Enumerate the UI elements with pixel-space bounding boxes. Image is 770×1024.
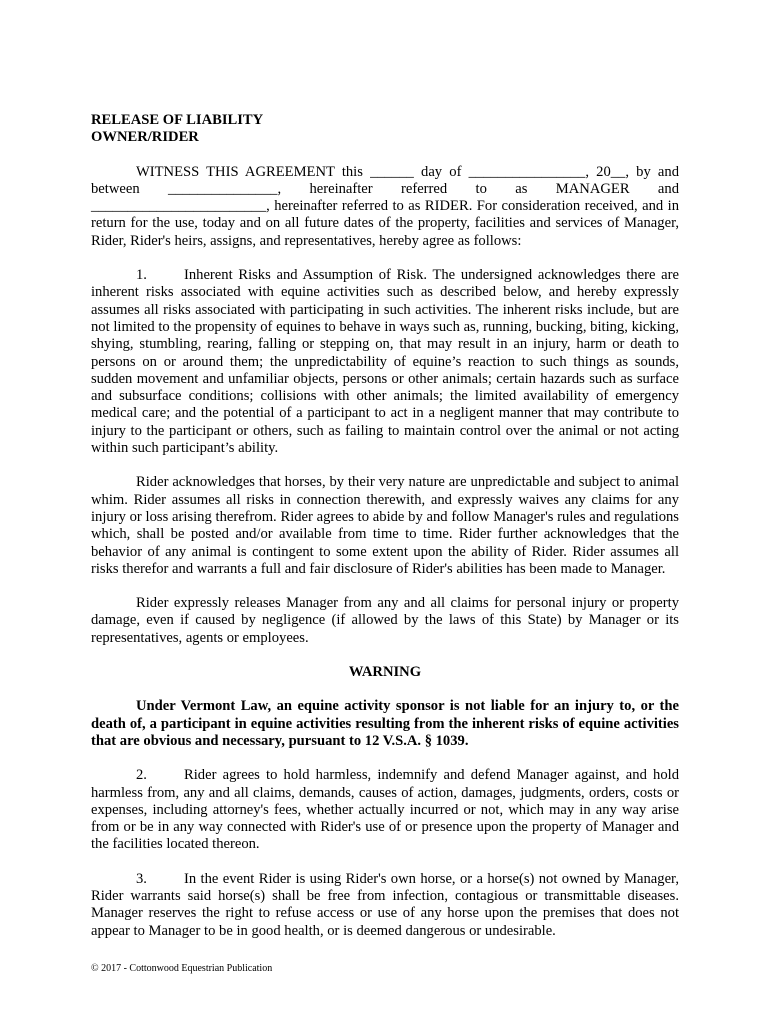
title-line-1: RELEASE OF LIABILITY <box>91 112 264 128</box>
title-line-2: OWNER/RIDER <box>91 129 199 146</box>
section-1-number: 1. <box>136 267 147 284</box>
intro-paragraph: WITNESS THIS AGREEMENT this ______ day of ________________, 20__, by and between _______________, hereinafter referred to as MANAGER and ________________________, hereinafter referred to as RIDER. For consideration received, and in return for the use, today and on all future dates of the property, facilities and services of Manager, Rider, Rider's heirs, assigns, and representatives, hereby agree as follows: <box>91 163 679 249</box>
rider-acknowledgment-paragraph: Rider acknowledges that horses, by their very nature are unpredictable and subject to animal whim. Rider assumes all risks in connection therewith, and expressly waives any claims for any injury or loss arising therefrom. Rider agrees to abide by and follow Manager's rules and regulations which, shall be posted and/or available from time to time. Rider further acknowledges that the behavior of any animal is contingent to some extent upon the ability of Rider. Rider assumes all risks therefor and warrants a full and fair disclosure of Rider's abilities has been made to Manager. <box>91 474 679 577</box>
section-3-number: 3. <box>136 870 147 887</box>
section-2-number: 2. <box>136 767 147 784</box>
document-body <box>91 112 679 957</box>
document-title <box>91 112 679 147</box>
section-2-text: Rider agrees to hold harmless, indemnify and defend Manager against, and hold harmless from, any and all claims, demands, causes of action, damages, judgments, orders, costs or expenses, including attorney's fees, whether actually incurred or not, which may in any way arise from or be in any way connected with Rider's use of or presence upon the property of Manager and the facilities located thereon. <box>91 767 679 853</box>
warning-statement: Under Vermont Law, an equine activity sponsor is not liable for an injury to, or the death of, a participant in equine activities resulting from the inherent risks of equine activities that are obvious and necessary, pursuant to 12 V.S.A. § 1039. <box>91 698 679 749</box>
section-3-paragraph <box>91 871 679 940</box>
copyright-footer: © 2017 - Cottonwood Equestrian Publication <box>91 963 273 974</box>
section-3-text: In the event Rider is using Rider's own horse, or a horse(s) not owned by Manager, Rider warrants said horse(s) shall be free from infection, contagious or transmittable diseases. Manager reserves the right to refuse access or use of any horse upon the premises that does not appear to Manager to be in good health, or is deemed dangerous or undesirable. <box>91 870 679 939</box>
section-1-paragraph <box>91 267 679 457</box>
section-2-paragraph <box>91 767 679 853</box>
release-paragraph: Rider expressly releases Manager from any and all claims for personal injury or property damage, even if caused by negligence (if allowed by the laws of this State) by Manager or its representatives, agents or employees. <box>91 595 679 646</box>
warning-heading: WARNING <box>348 664 422 681</box>
section-1-text: Inherent Risks and Assumption of Risk. The undersigned acknowledges there are inherent risks associated with equine activities such as described below, and hereby expressly assumes all risks associated with participating in such activities. The inherent risks include, but are not limited to the propensity of equines to behave in ways such as, running, bucking, biting, kicking, shying, stumbling, rearing, falling or stepping on, that may result in an injury, harm or death to persons on or around them; the unpredictability of equine’s reaction to such things as sounds, sudden movement and unfamiliar objects, persons or other animals; certain hazards such as surface and subsurface conditions; collisions with other animals; the limited availability of emergency medical care; and the potential of a participant to act in a negligent manner that may contribute to injury to the participant or others, such as failing to maintain control over the animal or not acting within such participant’s ability. <box>91 267 679 457</box>
